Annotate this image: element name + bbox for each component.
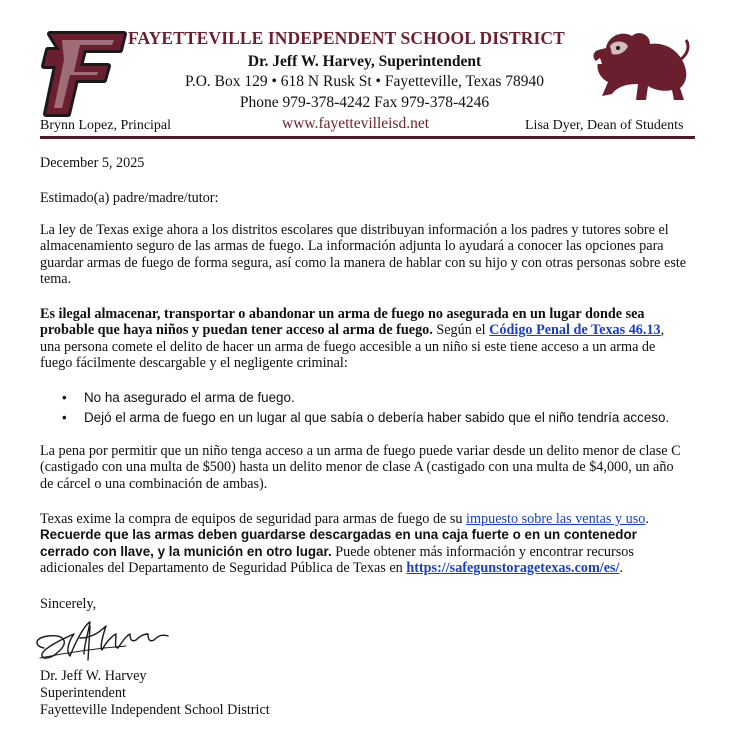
letter-greeting: Estimado(a) padre/madre/tutor: (40, 190, 219, 206)
law-post-link: , una persona comete el delito de hacer un arma de fuego accesible a un niño si este tiene acceso a un arma de fuego fácilmente descargable y el negligente criminal: (40, 322, 665, 371)
paragraph-law (40, 306, 688, 371)
letter-date: December 5, 2025 (40, 155, 145, 171)
sales-tax-link[interactable]: impuesto sobre las ventas y uso (466, 511, 646, 527)
paragraph-penalty: La pena por permitir que un niño tenga acceso a un arma de fuego puede variar desde un delito menor de clase C (castigado con una multa de $500) hasta un delito menor de clase A (castigado con una multa de $4,000, un año de cárcel o una combinación de ambas). (40, 443, 681, 492)
letterhead-divider (40, 136, 695, 139)
tax-post-link: . (645, 511, 649, 527)
signer-title: Superintendent (40, 685, 126, 701)
phone-fax-line: Phone 979-378-4242 Fax 979-378-4246 (239, 94, 490, 111)
list-item: • Dejó el arma de fuego en un lugar al que sabía o debería haber sabido que el niño tendría acceso. (40, 408, 688, 428)
law-warning-bold: Es ilegal almacenar, transportar o abandonar un arma de fuego no asegurada en un lugar donde sea probable que haya niños y puedan tener acceso al arma de fuego. (40, 306, 645, 339)
paragraph-tax-exemption (40, 511, 688, 576)
penal-code-link[interactable]: Código Penal de Texas 46.13 (489, 322, 661, 339)
dean-name: Lisa Dyer, Dean of Students (525, 118, 684, 133)
signer-organization: Fayetteville Independent School District (40, 702, 270, 718)
tax-end-text: . (619, 559, 624, 576)
bullet-icon: • (62, 390, 67, 405)
tax-mid-text: Puede obtener más información y encontrar recursos adicionales del Departamento de Seguridad Pública de Texas en (40, 543, 634, 576)
paragraph-intro: La ley de Texas exige ahora a los distritos escolares que distribuyan información a los padres y tutores sobre el almacenamiento seguro de las armas de fuego. La información adjunta lo ayudará a conocer las opciones para guardar armas de fuego de forma segura, así como la manera de hablar con su hijo y con otras personas sobre este tema. (40, 222, 687, 287)
storage-reminder-bold: Recuerde que las armas deben guardarse descargadas en una caja fuerte o en un contenedor cerrado con llave, y la munición en otro lugar. (40, 527, 637, 559)
principal-name: Brynn Lopez, Principal (40, 118, 172, 133)
address-line: P.O. Box 129 • 618 N Rusk St • Fayetteville, Texas 78940 (184, 73, 545, 90)
tax-pre-link: Texas exime la compra de equipos de seguridad para armas de fuego de su (40, 511, 467, 527)
superintendent-line: Dr. Jeff W. Harvey, Superintendent (247, 53, 482, 70)
district-name: FAYETTEVILLE INDEPENDENT SCHOOL DISTRICT (128, 28, 565, 48)
list-item: • No ha asegurado el arma de fuego. (40, 388, 688, 408)
conditions-list (40, 388, 688, 427)
signer-name: Dr. Jeff W. Harvey (40, 668, 147, 684)
closing: Sincerely, (40, 596, 97, 612)
safe-storage-link[interactable]: https://safegunstoragetexas.com/es/ (406, 559, 620, 576)
lion-mascot-icon (588, 26, 692, 106)
bullet-icon: • (62, 409, 67, 425)
website-link[interactable]: www.fayettevilleisd.net (282, 115, 430, 132)
law-pre-link: Según el (432, 322, 490, 339)
signature-icon (30, 612, 180, 666)
